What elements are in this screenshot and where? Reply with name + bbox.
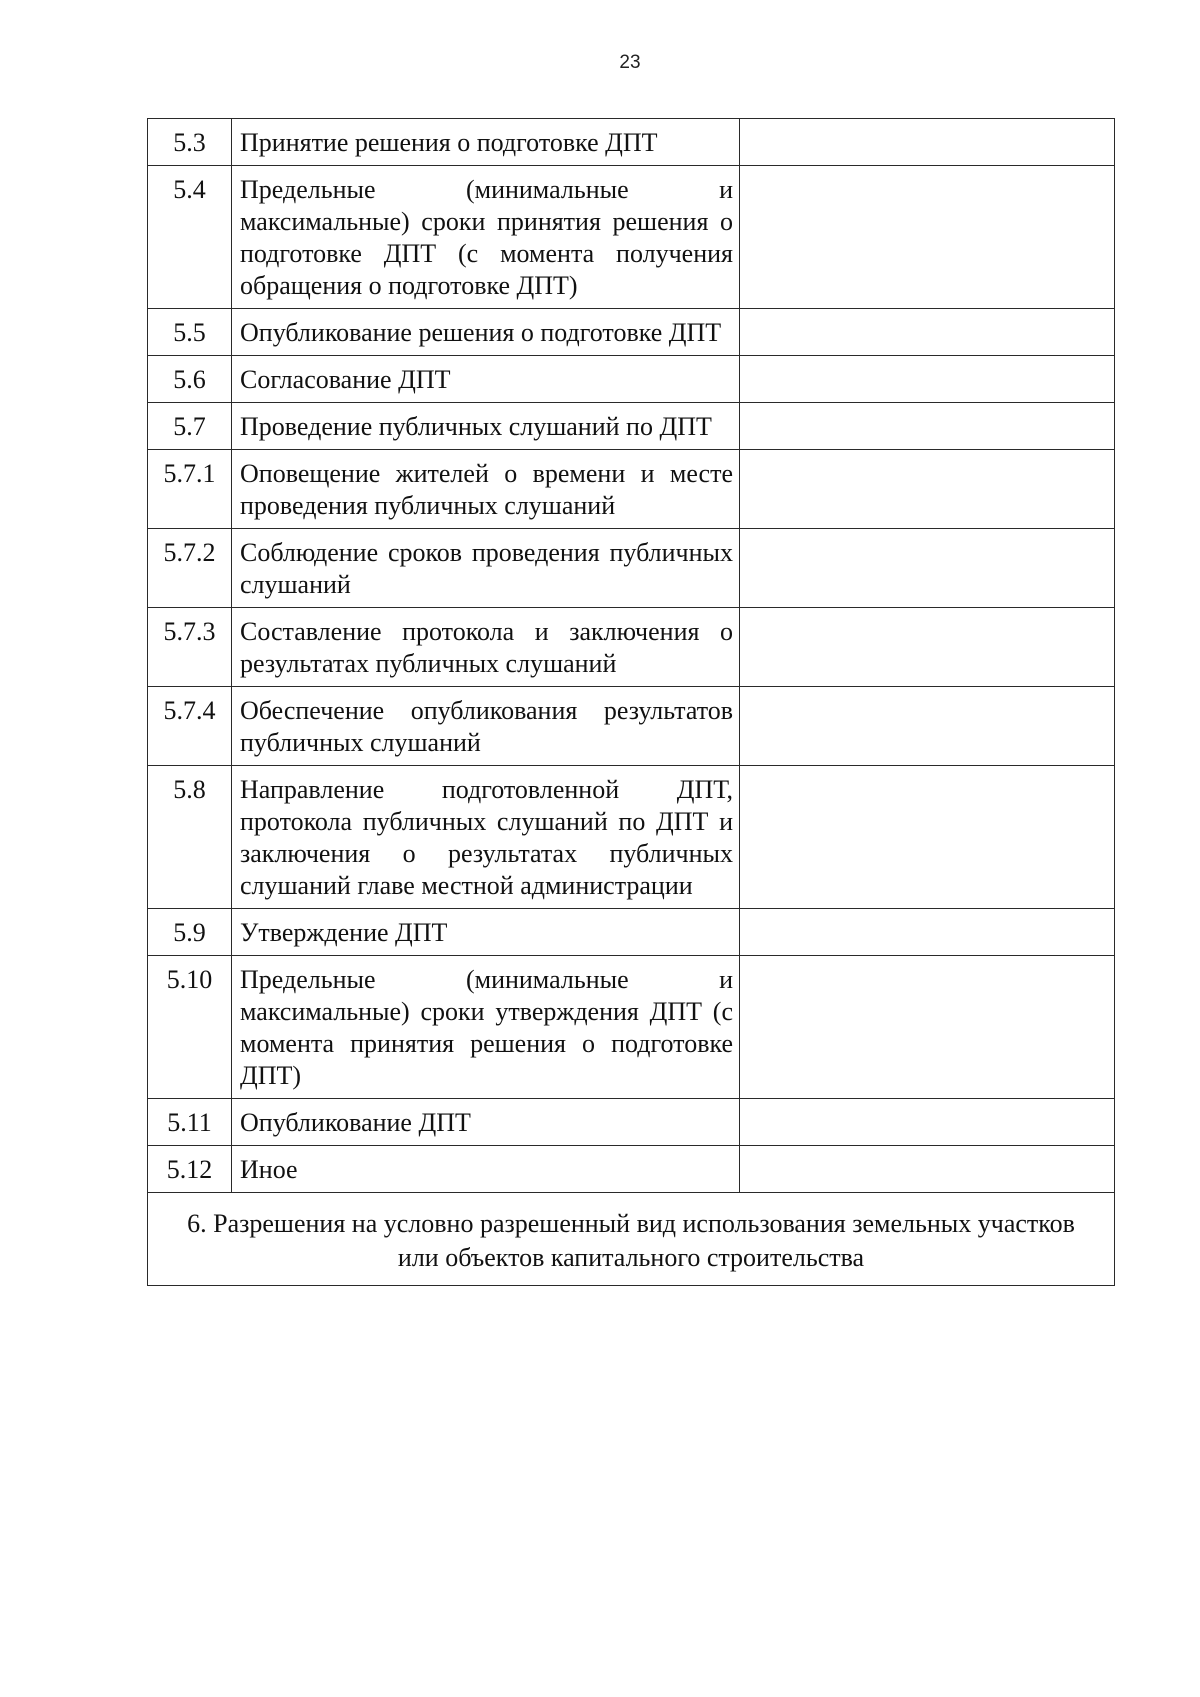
row-number: 5.8 bbox=[148, 766, 232, 909]
row-value-cell bbox=[740, 450, 1115, 529]
row-value-cell bbox=[740, 1146, 1115, 1193]
row-value-cell bbox=[740, 608, 1115, 687]
row-number: 5.7.1 bbox=[148, 450, 232, 529]
row-number: 5.6 bbox=[148, 356, 232, 403]
row-description: Опубликование решения о подготовке ДПТ bbox=[232, 309, 740, 356]
table-row bbox=[148, 1146, 1115, 1193]
row-value-cell bbox=[740, 909, 1115, 956]
table-row bbox=[148, 403, 1115, 450]
document-table bbox=[147, 118, 1115, 1286]
row-number: 5.7.2 bbox=[148, 529, 232, 608]
row-value-cell bbox=[740, 309, 1115, 356]
row-number: 5.5 bbox=[148, 309, 232, 356]
row-number: 5.9 bbox=[148, 909, 232, 956]
row-number: 5.7.3 bbox=[148, 608, 232, 687]
row-value-cell bbox=[740, 1099, 1115, 1146]
section-6-heading: 6. Разрешения на условно разрешенный вид использования земельных участков или объектов капитального строительства bbox=[148, 1193, 1115, 1286]
table-row bbox=[148, 529, 1115, 608]
row-value-cell bbox=[740, 687, 1115, 766]
row-value-cell bbox=[740, 356, 1115, 403]
row-value-cell bbox=[740, 119, 1115, 166]
row-description: Составление протокола и заключения о результатах публичных слушаний bbox=[232, 608, 740, 687]
table-row bbox=[148, 766, 1115, 909]
row-description: Согласование ДПТ bbox=[232, 356, 740, 403]
table-row bbox=[148, 450, 1115, 529]
section-heading-row bbox=[148, 1193, 1115, 1286]
row-description: Соблюдение сроков проведения публичных слушаний bbox=[232, 529, 740, 608]
table-row bbox=[148, 356, 1115, 403]
row-description: Оповещение жителей о времени и месте проведения публичных слушаний bbox=[232, 450, 740, 529]
row-description: Опубликование ДПТ bbox=[232, 1099, 740, 1146]
row-value-cell bbox=[740, 403, 1115, 450]
row-number: 5.7 bbox=[148, 403, 232, 450]
row-description: Направление подготовленной ДПТ, протокола публичных слушаний по ДПТ и заключения о результатах публичных слушаний главе местной администрации bbox=[232, 766, 740, 909]
row-description: Иное bbox=[232, 1146, 740, 1193]
table-row bbox=[148, 608, 1115, 687]
table-row bbox=[148, 956, 1115, 1099]
row-description: Обеспечение опубликования результатов публичных слушаний bbox=[232, 687, 740, 766]
row-number: 5.7.4 bbox=[148, 687, 232, 766]
table-row bbox=[148, 909, 1115, 956]
row-value-cell bbox=[740, 166, 1115, 309]
row-description: Предельные (минимальные и максимальные) сроки принятия решения о подготовке ДПТ (с момента получения обращения о подготовке ДПТ) bbox=[232, 166, 740, 309]
table-row bbox=[148, 687, 1115, 766]
row-value-cell bbox=[740, 529, 1115, 608]
table-row bbox=[148, 1099, 1115, 1146]
row-description: Проведение публичных слушаний по ДПТ bbox=[232, 403, 740, 450]
row-value-cell bbox=[740, 956, 1115, 1099]
table-row bbox=[148, 309, 1115, 356]
row-description: Предельные (минимальные и максимальные) сроки утверждения ДПТ (с момента принятия решения о подготовке ДПТ) bbox=[232, 956, 740, 1099]
row-number: 5.12 bbox=[148, 1146, 232, 1193]
row-number: 5.3 bbox=[148, 119, 232, 166]
row-number: 5.11 bbox=[148, 1099, 232, 1146]
row-value-cell bbox=[740, 766, 1115, 909]
table-row bbox=[148, 166, 1115, 309]
row-number: 5.4 bbox=[148, 166, 232, 309]
table-row bbox=[148, 119, 1115, 166]
page-number: 23 bbox=[619, 52, 641, 73]
row-number: 5.10 bbox=[148, 956, 232, 1099]
row-description: Утверждение ДПТ bbox=[232, 909, 740, 956]
row-description: Принятие решения о подготовке ДПТ bbox=[232, 119, 740, 166]
